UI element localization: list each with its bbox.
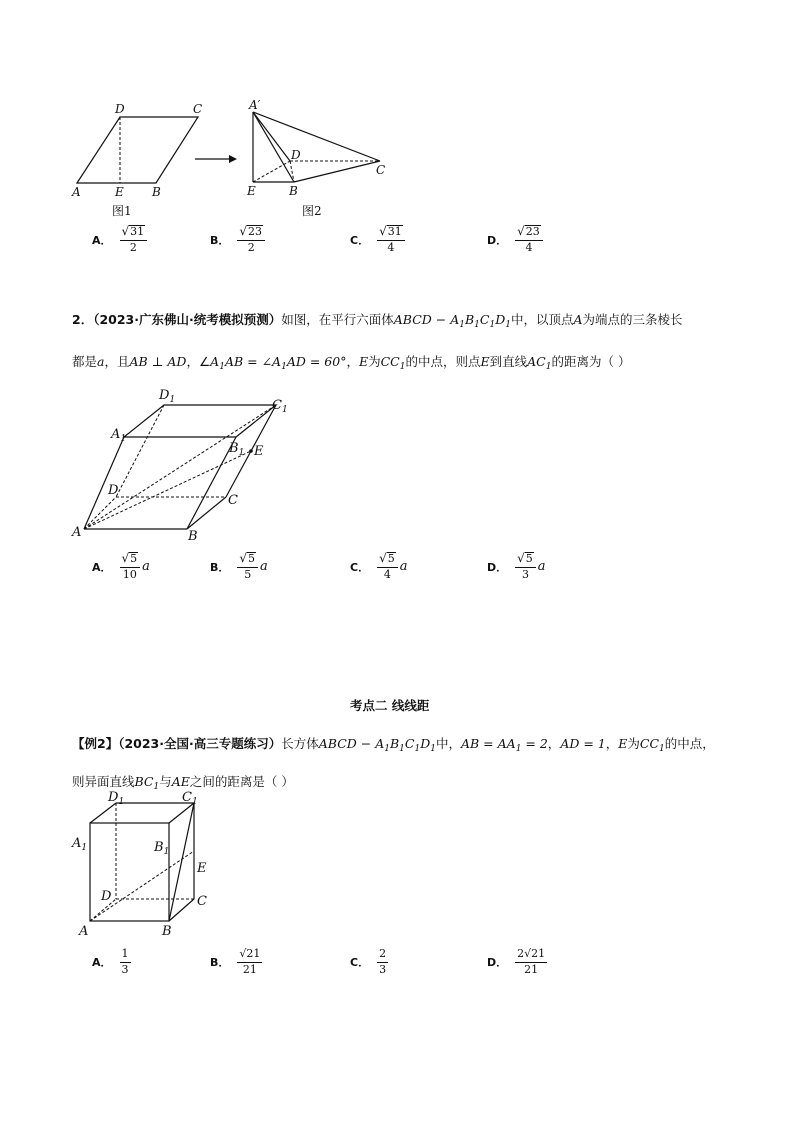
option-fraction: $\frac{1}{3}$ bbox=[121, 947, 129, 976]
q2-number: 2． bbox=[72, 312, 94, 327]
q2-label-b: B bbox=[188, 529, 198, 544]
q2-label-b1: $B_1$ bbox=[229, 441, 245, 458]
fig1-label-d: D bbox=[115, 102, 125, 116]
option-letter: B． bbox=[210, 233, 230, 247]
q2-label-e: E bbox=[254, 444, 264, 459]
q2-line-1: 2．（2023·广东佛山·统考模拟预测）如图，在平行六面体ABCD − $A_1B_1C_1D_1$中，以顶点A为端点的三条棱长 bbox=[72, 312, 683, 330]
figure-2-folded bbox=[240, 92, 400, 222]
section-title: 考点二 线线距 bbox=[350, 698, 430, 713]
ex2-option-a[interactable] bbox=[92, 948, 131, 976]
q2-label-d1: $D_1$ bbox=[159, 388, 176, 405]
option-fraction: $\frac{√23}{4}$ bbox=[515, 225, 543, 254]
fig1-caption: 图1 bbox=[112, 204, 132, 218]
option-fraction: $\frac{√5}{5}$ bbox=[237, 552, 258, 581]
option-letter: A． bbox=[92, 956, 112, 970]
fig2-caption: 图2 bbox=[302, 204, 322, 218]
ex2-cuboid-figure bbox=[66, 790, 226, 945]
option-letter: C． bbox=[350, 233, 370, 247]
option-fraction: $\frac{2√21}{21}$ bbox=[517, 947, 546, 976]
q1-option-d[interactable] bbox=[487, 225, 543, 254]
ex2-label-d1: $D_1$ bbox=[108, 790, 125, 807]
q1-option-b[interactable] bbox=[210, 225, 265, 254]
q2-label-a: A bbox=[72, 525, 82, 540]
option-fraction: $\frac{√5}{3}$ bbox=[515, 552, 536, 581]
ex2-line-2: 则异面直线$BC_1$与AE之间的距离是（ ） bbox=[72, 774, 294, 792]
ex2-label-e: E bbox=[197, 861, 207, 876]
option-fraction: $\frac{√5}{4}$ bbox=[377, 552, 398, 581]
ex2-option-d[interactable] bbox=[487, 948, 547, 976]
ex2-label-b: B bbox=[162, 924, 172, 939]
q1-option-c[interactable] bbox=[350, 225, 405, 254]
fig2-label-d: D bbox=[291, 148, 301, 162]
option-letter: A． bbox=[92, 233, 112, 247]
q2-label-c1: $C_1$ bbox=[272, 398, 288, 415]
ex2-label-b1: $B_1$ bbox=[154, 840, 170, 857]
fig2-label-a-prime: A′ bbox=[249, 98, 261, 112]
ex2-label-c1: $C_1$ bbox=[182, 790, 198, 807]
option-letter: D． bbox=[487, 560, 508, 574]
option-fraction: $\frac{√21}{21}$ bbox=[239, 947, 261, 976]
ex2-tag: 【例2】 bbox=[72, 736, 119, 751]
ex2-label-a1: $A_1$ bbox=[72, 836, 88, 853]
option-letter: B． bbox=[210, 956, 230, 970]
option-letter: B． bbox=[210, 560, 230, 574]
q2-option-a[interactable]: A． $\frac{√5}{10}$ a bbox=[92, 551, 150, 581]
fig2-label-c: C bbox=[376, 163, 386, 177]
fig1-label-a: A bbox=[72, 185, 81, 199]
q2-label-a1: $A_1$ bbox=[111, 427, 127, 444]
q2-label-c: C bbox=[228, 493, 238, 508]
q2-label-d: D bbox=[108, 483, 119, 498]
q1-option-a[interactable] bbox=[92, 225, 147, 254]
option-fraction: $\frac{√31}{4}$ bbox=[377, 225, 405, 254]
option-fraction: $\frac{2}{3}$ bbox=[379, 947, 387, 976]
option-letter: D． bbox=[487, 956, 508, 970]
ex2-label-d: D bbox=[101, 889, 112, 904]
arrow bbox=[193, 152, 239, 166]
q2-line-2: 都是a，且AB ⊥ AD，$\angle A_1AB$ = $\angle A_1AD = 60^\circ$，E为$CC_1$的中点，则点E到直线$AC_1$的距离为（ ） bbox=[72, 354, 631, 372]
q2-parallelepiped-figure bbox=[66, 385, 296, 545]
fig2-label-e: E bbox=[247, 184, 256, 198]
option-fraction: $\frac{√23}{2}$ bbox=[237, 225, 265, 254]
ex2-label-c: C bbox=[197, 894, 207, 909]
ex2-label-a: A bbox=[79, 924, 89, 939]
fig1-label-b: B bbox=[152, 185, 161, 199]
q2-option-d[interactable]: D． $\frac{√5}{3}$ a bbox=[487, 551, 546, 581]
option-fraction: $\frac{√5}{10}$ bbox=[120, 552, 141, 581]
ex2-source: （2023·全国·高三专题练习） bbox=[118, 736, 282, 751]
ex2-option-b[interactable] bbox=[210, 948, 262, 976]
option-letter: D． bbox=[487, 233, 508, 247]
option-letter: C． bbox=[350, 560, 370, 574]
q2-option-c[interactable]: C． $\frac{√5}{4}$ a bbox=[350, 551, 408, 581]
ex2-option-c[interactable] bbox=[350, 948, 388, 976]
fig1-label-c: C bbox=[193, 102, 203, 116]
q2-source: （2023·广东佛山·统考模拟预测） bbox=[93, 312, 282, 327]
option-letter: A． bbox=[92, 560, 112, 574]
ex2-line-1: 【例2】（2023·全国·高三专题练习）长方体ABCD − $A_1B_1C_1D_1$中，AB = $AA_1 = 2$，AD = 1，E为$CC_1$的中点， bbox=[72, 736, 715, 754]
fig1-label-e: E bbox=[115, 185, 124, 199]
option-fraction: $\frac{√31}{2}$ bbox=[120, 225, 148, 254]
q2-option-b[interactable]: B． $\frac{√5}{5}$ a bbox=[210, 551, 268, 581]
option-letter: C． bbox=[350, 956, 370, 970]
fig2-label-b: B bbox=[289, 184, 298, 198]
